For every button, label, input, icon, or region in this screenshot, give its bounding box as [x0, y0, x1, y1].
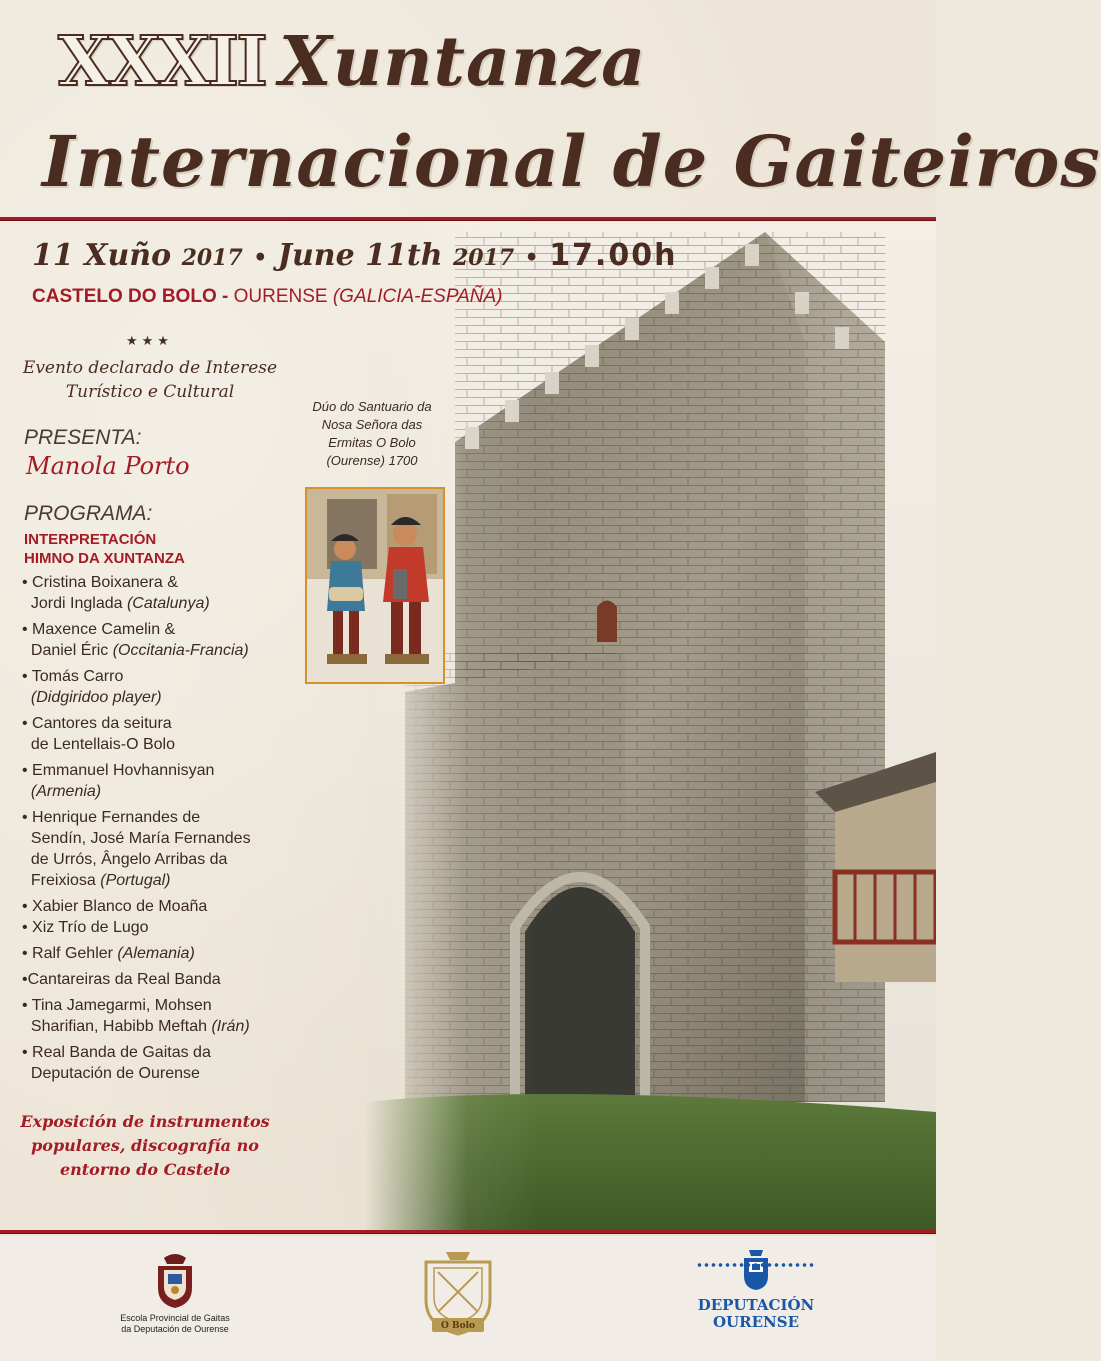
- venue: CASTELO DO BOLO -: [32, 286, 229, 307]
- interest-line-1: Evento declarado de Interese: [22, 358, 278, 378]
- top-divider: [0, 217, 936, 221]
- himno-line-2: HIMNO DA XUNTANZA: [24, 550, 185, 567]
- list-item: • Emmanuel Hovhannisyan (Armenia): [22, 762, 215, 800]
- exhibition-line-3: entorno do Castelo: [59, 1160, 231, 1179]
- presenter-name: Manola Porto: [26, 452, 190, 480]
- interest-declaration: [20, 356, 280, 404]
- bottom-divider: [0, 1230, 936, 1234]
- escola-label: Escola Provincial de Gaitas da Deputación de Ourense: [120, 1313, 230, 1334]
- event-date: [32, 238, 677, 273]
- edition-number: XXXII: [58, 22, 265, 102]
- presenta-label: PRESENTA:: [24, 426, 142, 449]
- deputacion-crest-icon: [740, 1246, 772, 1297]
- event-time: 17.00h: [549, 238, 678, 273]
- castle-photo: [365, 222, 936, 1230]
- exhibition-line-1: Exposición de instrumentos: [20, 1112, 270, 1131]
- deputacion-dots: [696, 1263, 816, 1267]
- exhibition-note: [10, 1110, 280, 1182]
- list-item: • Maxence Camelin & Daniel Éric (Occitania-Francia): [22, 621, 249, 659]
- list-item: • Cantores da seitura de Lentellais-O Bolo: [22, 715, 175, 753]
- concello-badge-text: O Bolo: [440, 1321, 476, 1331]
- event-title-line-2: Internacional de Gaiteiros: [42, 120, 1101, 203]
- list-item: • Cristina Boixanera & Jordi Inglada (Catalunya): [22, 574, 210, 612]
- event-place: [32, 286, 503, 308]
- concello-crest-icon: [418, 1248, 498, 1343]
- list-item: • Henrique Fernandes de Sendín, José María Fernandes de Urrós, Ângelo Arribas da Freixiosa (Portugal): [22, 809, 251, 889]
- list-item: • Tomás Carro (Didgiridoo player): [22, 668, 162, 706]
- stars-decoration: ★★★: [126, 333, 173, 348]
- title-word-xuntanza: Xuntanza: [278, 22, 647, 102]
- list-item: • Ralf Gehler (Alemania): [22, 945, 195, 962]
- date-english-year: 2017: [452, 245, 515, 271]
- figurine-photo: [305, 487, 445, 684]
- date-english: June 11th: [277, 238, 443, 273]
- himno-heading: [24, 530, 185, 568]
- date-galician: 11 Xuño: [32, 238, 172, 273]
- list-item: • Real Banda de Gaitas da Deputación de Ourense: [22, 1044, 211, 1082]
- region: (GALICIA-ESPAÑA): [332, 286, 503, 307]
- date-separator-2: •: [524, 245, 539, 271]
- event-title-line-1: [58, 22, 994, 102]
- date-separator-1: •: [253, 245, 268, 271]
- list-item: •Cantareiras da Real Banda: [22, 971, 221, 988]
- deputacion-label: DEPUTACIÓN OURENSE: [697, 1296, 815, 1331]
- exhibition-line-2: populares, discografía no: [31, 1136, 259, 1155]
- programa-label: PROGRAMA:: [24, 502, 153, 525]
- list-item: • Xiz Trío de Lugo: [22, 919, 149, 936]
- figurine-caption: Dúo do Santuario da Nosa Señora das Ermitas O Bolo (Ourense) 1700: [312, 399, 432, 468]
- date-galician-year: 2017: [181, 245, 243, 271]
- list-item: • Tina Jamegarmi, Mohsen Sharifian, Habibb Meftah (Irán): [22, 997, 250, 1035]
- interest-line-2: Turístico e Cultural: [65, 382, 235, 402]
- coat-of-arms-icon: [150, 1252, 200, 1315]
- province: OURENSE: [233, 286, 328, 307]
- list-item: • Xabier Blanco de Moaña: [22, 898, 208, 915]
- programme-list: [22, 572, 302, 1089]
- himno-line-1: INTERPRETACIÓN: [24, 531, 157, 548]
